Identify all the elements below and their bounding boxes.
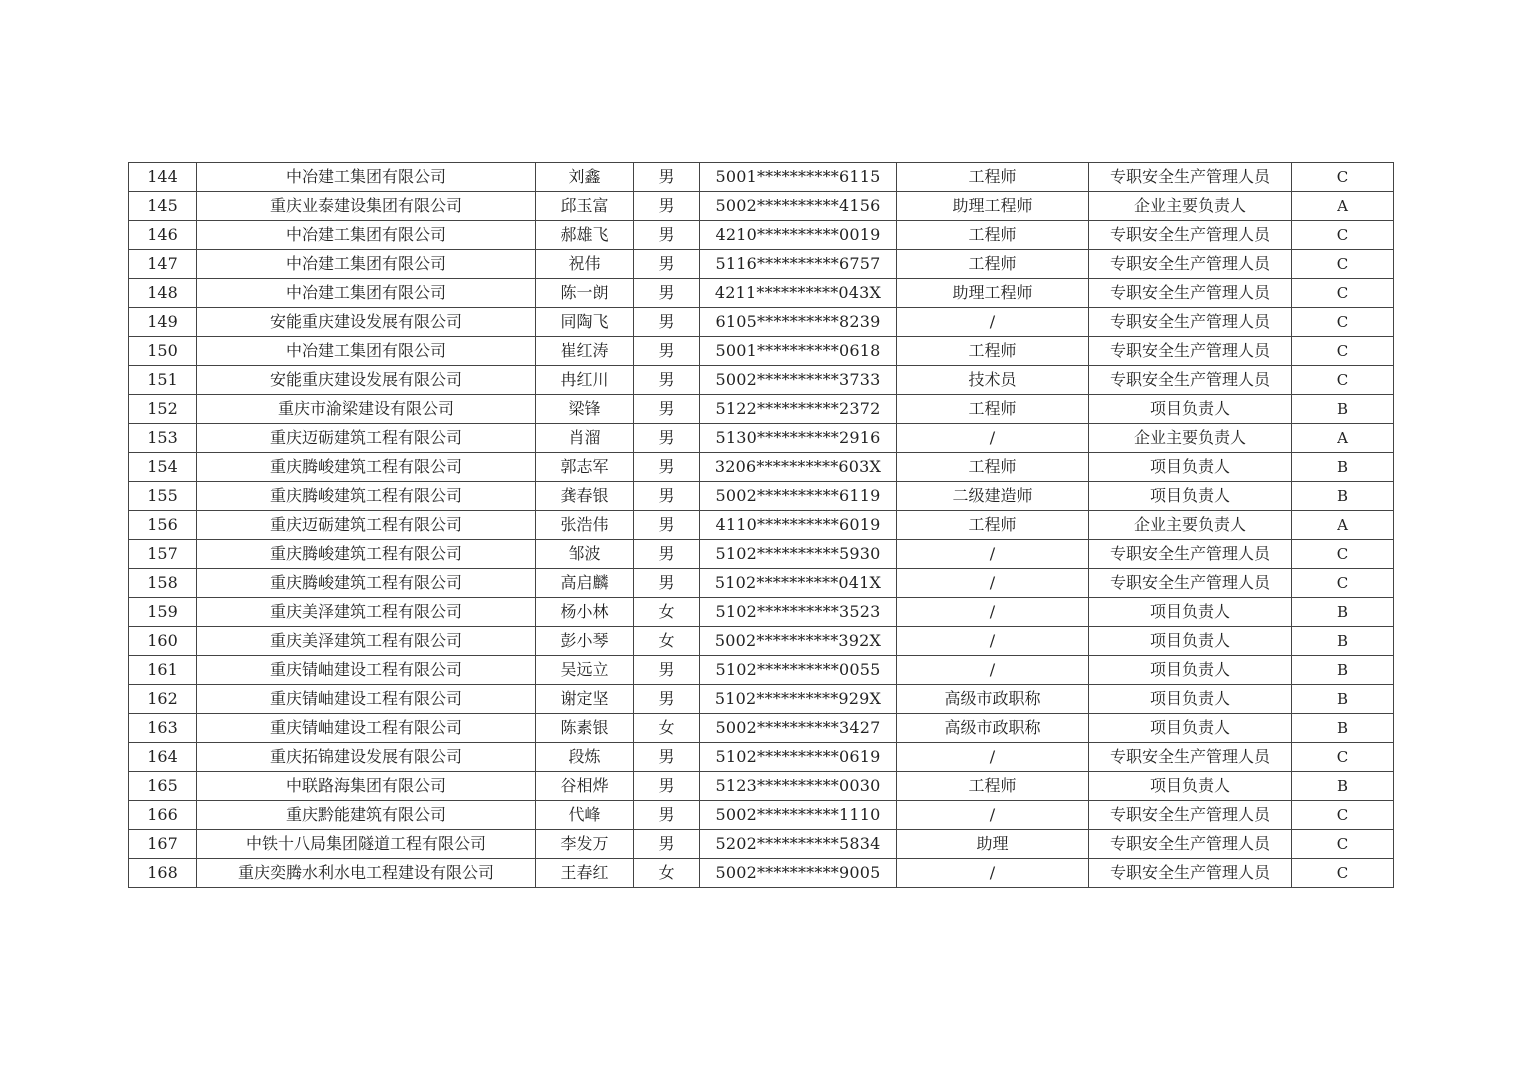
cell-professional-title: / (897, 308, 1089, 337)
cell-person-name: 肖溜 (536, 424, 634, 453)
personnel-table (128, 162, 1394, 888)
table-row (129, 279, 1394, 308)
cell-serial-number: 149 (129, 308, 197, 337)
cell-professional-title: 助理 (897, 830, 1089, 859)
cell-professional-title: / (897, 598, 1089, 627)
table-row (129, 424, 1394, 453)
cell-professional-title: 工程师 (897, 250, 1089, 279)
cell-company: 重庆腾峻建筑工程有限公司 (197, 453, 536, 482)
cell-id-number: 5202**********5834 (700, 830, 897, 859)
cell-position: 专职安全生产管理人员 (1089, 540, 1292, 569)
cell-id-number: 5002**********4156 (700, 192, 897, 221)
cell-position: 企业主要负责人 (1089, 192, 1292, 221)
cell-company: 中冶建工集团有限公司 (197, 337, 536, 366)
cell-professional-title: 高级市政职称 (897, 714, 1089, 743)
cell-serial-number: 146 (129, 221, 197, 250)
cell-professional-title: 工程师 (897, 453, 1089, 482)
cell-person-name: 段炼 (536, 743, 634, 772)
cell-serial-number: 159 (129, 598, 197, 627)
cell-position: 项目负责人 (1089, 714, 1292, 743)
cell-category: B (1292, 627, 1394, 656)
cell-id-number: 5102**********5930 (700, 540, 897, 569)
table-row (129, 366, 1394, 395)
table-row (129, 685, 1394, 714)
cell-person-name: 谷相烨 (536, 772, 634, 801)
cell-category: C (1292, 163, 1394, 192)
cell-company: 中冶建工集团有限公司 (197, 279, 536, 308)
table-row (129, 598, 1394, 627)
cell-position: 专职安全生产管理人员 (1089, 163, 1292, 192)
cell-id-number: 6105**********8239 (700, 308, 897, 337)
cell-serial-number: 148 (129, 279, 197, 308)
cell-category: A (1292, 192, 1394, 221)
cell-id-number: 5102**********929X (700, 685, 897, 714)
cell-company: 重庆锖岫建设工程有限公司 (197, 685, 536, 714)
cell-id-number: 3206**********603X (700, 453, 897, 482)
cell-professional-title: / (897, 627, 1089, 656)
cell-id-number: 5130**********2916 (700, 424, 897, 453)
cell-professional-title: 工程师 (897, 395, 1089, 424)
cell-company: 重庆拓锦建设发展有限公司 (197, 743, 536, 772)
cell-id-number: 5102**********041X (700, 569, 897, 598)
cell-gender: 男 (634, 250, 700, 279)
cell-person-name: 彭小琴 (536, 627, 634, 656)
cell-company: 重庆迈砺建筑工程有限公司 (197, 424, 536, 453)
cell-professional-title: 工程师 (897, 511, 1089, 540)
cell-position: 专职安全生产管理人员 (1089, 830, 1292, 859)
cell-person-name: 代峰 (536, 801, 634, 830)
cell-gender: 男 (634, 772, 700, 801)
cell-position: 项目负责人 (1089, 482, 1292, 511)
table-row (129, 743, 1394, 772)
table-row (129, 482, 1394, 511)
cell-category: C (1292, 801, 1394, 830)
cell-category: B (1292, 482, 1394, 511)
cell-serial-number: 163 (129, 714, 197, 743)
cell-gender: 男 (634, 685, 700, 714)
cell-category: B (1292, 598, 1394, 627)
cell-position: 专职安全生产管理人员 (1089, 308, 1292, 337)
cell-gender: 男 (634, 279, 700, 308)
cell-position: 企业主要负责人 (1089, 511, 1292, 540)
cell-person-name: 郭志军 (536, 453, 634, 482)
table-row (129, 308, 1394, 337)
cell-gender: 男 (634, 743, 700, 772)
cell-category: B (1292, 685, 1394, 714)
cell-serial-number: 151 (129, 366, 197, 395)
cell-id-number: 5122**********2372 (700, 395, 897, 424)
cell-category: C (1292, 250, 1394, 279)
cell-person-name: 高启麟 (536, 569, 634, 598)
cell-serial-number: 154 (129, 453, 197, 482)
cell-id-number: 4211**********043X (700, 279, 897, 308)
table-row (129, 714, 1394, 743)
cell-company: 中联路海集团有限公司 (197, 772, 536, 801)
cell-serial-number: 168 (129, 859, 197, 888)
cell-serial-number: 147 (129, 250, 197, 279)
cell-person-name: 冉红川 (536, 366, 634, 395)
table-row (129, 192, 1394, 221)
table-row (129, 772, 1394, 801)
cell-person-name: 郝雄飞 (536, 221, 634, 250)
cell-professional-title: 工程师 (897, 772, 1089, 801)
cell-serial-number: 150 (129, 337, 197, 366)
table-row (129, 540, 1394, 569)
cell-position: 项目负责人 (1089, 772, 1292, 801)
table-row (129, 221, 1394, 250)
cell-category: B (1292, 714, 1394, 743)
cell-id-number: 5102**********0619 (700, 743, 897, 772)
cell-professional-title: / (897, 540, 1089, 569)
cell-professional-title: 工程师 (897, 163, 1089, 192)
cell-serial-number: 152 (129, 395, 197, 424)
cell-position: 专职安全生产管理人员 (1089, 279, 1292, 308)
cell-category: C (1292, 859, 1394, 888)
cell-id-number: 5002**********3427 (700, 714, 897, 743)
cell-professional-title: 二级建造师 (897, 482, 1089, 511)
cell-gender: 男 (634, 308, 700, 337)
table-row (129, 830, 1394, 859)
cell-id-number: 5002**********9005 (700, 859, 897, 888)
cell-gender: 女 (634, 859, 700, 888)
cell-position: 项目负责人 (1089, 395, 1292, 424)
cell-company: 重庆市渝梁建设有限公司 (197, 395, 536, 424)
cell-gender: 男 (634, 569, 700, 598)
cell-gender: 女 (634, 598, 700, 627)
cell-id-number: 5001**********6115 (700, 163, 897, 192)
cell-id-number: 5001**********0618 (700, 337, 897, 366)
cell-professional-title: / (897, 424, 1089, 453)
cell-gender: 男 (634, 163, 700, 192)
table-row (129, 395, 1394, 424)
table-row (129, 801, 1394, 830)
cell-professional-title: / (897, 801, 1089, 830)
cell-position: 项目负责人 (1089, 598, 1292, 627)
cell-person-name: 吴远立 (536, 656, 634, 685)
cell-serial-number: 144 (129, 163, 197, 192)
cell-category: C (1292, 221, 1394, 250)
cell-company: 中冶建工集团有限公司 (197, 221, 536, 250)
cell-company: 中冶建工集团有限公司 (197, 163, 536, 192)
cell-person-name: 杨小林 (536, 598, 634, 627)
cell-serial-number: 166 (129, 801, 197, 830)
cell-id-number: 4210**********0019 (700, 221, 897, 250)
table-row (129, 859, 1394, 888)
cell-company: 中铁十八局集团隧道工程有限公司 (197, 830, 536, 859)
cell-gender: 男 (634, 424, 700, 453)
cell-category: C (1292, 540, 1394, 569)
cell-category: C (1292, 337, 1394, 366)
cell-person-name: 邹波 (536, 540, 634, 569)
cell-person-name: 张浩伟 (536, 511, 634, 540)
cell-company: 重庆黔能建筑有限公司 (197, 801, 536, 830)
cell-category: A (1292, 511, 1394, 540)
cell-company: 重庆腾峻建筑工程有限公司 (197, 569, 536, 598)
cell-id-number: 5002**********6119 (700, 482, 897, 511)
cell-id-number: 5002**********1110 (700, 801, 897, 830)
cell-professional-title: / (897, 859, 1089, 888)
cell-person-name: 王春红 (536, 859, 634, 888)
cell-gender: 男 (634, 453, 700, 482)
table-row (129, 656, 1394, 685)
cell-id-number: 4110**********6019 (700, 511, 897, 540)
cell-serial-number: 157 (129, 540, 197, 569)
cell-category: B (1292, 453, 1394, 482)
cell-category: C (1292, 569, 1394, 598)
cell-position: 专职安全生产管理人员 (1089, 569, 1292, 598)
cell-company: 重庆美泽建筑工程有限公司 (197, 598, 536, 627)
cell-gender: 男 (634, 511, 700, 540)
cell-professional-title: 高级市政职称 (897, 685, 1089, 714)
table-row (129, 627, 1394, 656)
cell-professional-title: 工程师 (897, 221, 1089, 250)
cell-position: 专职安全生产管理人员 (1089, 366, 1292, 395)
cell-serial-number: 164 (129, 743, 197, 772)
cell-gender: 男 (634, 801, 700, 830)
cell-company: 中冶建工集团有限公司 (197, 250, 536, 279)
cell-professional-title: / (897, 569, 1089, 598)
cell-person-name: 谢定坚 (536, 685, 634, 714)
cell-company: 重庆迈砺建筑工程有限公司 (197, 511, 536, 540)
cell-id-number: 5102**********3523 (700, 598, 897, 627)
cell-company: 重庆腾峻建筑工程有限公司 (197, 482, 536, 511)
cell-position: 项目负责人 (1089, 656, 1292, 685)
cell-position: 项目负责人 (1089, 453, 1292, 482)
cell-person-name: 同陶飞 (536, 308, 634, 337)
cell-company: 重庆美泽建筑工程有限公司 (197, 627, 536, 656)
cell-gender: 男 (634, 192, 700, 221)
cell-position: 项目负责人 (1089, 685, 1292, 714)
cell-person-name: 陈一朗 (536, 279, 634, 308)
cell-category: C (1292, 743, 1394, 772)
table-row (129, 569, 1394, 598)
cell-gender: 女 (634, 627, 700, 656)
cell-company: 重庆锖岫建设工程有限公司 (197, 656, 536, 685)
cell-person-name: 李发万 (536, 830, 634, 859)
table-row (129, 250, 1394, 279)
cell-serial-number: 153 (129, 424, 197, 453)
cell-position: 专职安全生产管理人员 (1089, 743, 1292, 772)
cell-gender: 男 (634, 337, 700, 366)
cell-person-name: 刘鑫 (536, 163, 634, 192)
cell-category: C (1292, 366, 1394, 395)
cell-position: 专职安全生产管理人员 (1089, 221, 1292, 250)
cell-gender: 男 (634, 482, 700, 511)
cell-serial-number: 158 (129, 569, 197, 598)
table-row (129, 511, 1394, 540)
cell-person-name: 梁锋 (536, 395, 634, 424)
cell-category: C (1292, 279, 1394, 308)
cell-position: 专职安全生产管理人员 (1089, 250, 1292, 279)
table-body (129, 163, 1394, 888)
cell-position: 项目负责人 (1089, 627, 1292, 656)
cell-position: 专职安全生产管理人员 (1089, 859, 1292, 888)
cell-gender: 女 (634, 714, 700, 743)
cell-serial-number: 161 (129, 656, 197, 685)
cell-category: C (1292, 830, 1394, 859)
cell-gender: 男 (634, 221, 700, 250)
cell-serial-number: 155 (129, 482, 197, 511)
cell-id-number: 5002**********3733 (700, 366, 897, 395)
cell-professional-title: 技术员 (897, 366, 1089, 395)
cell-position: 专职安全生产管理人员 (1089, 337, 1292, 366)
cell-id-number: 5116**********6757 (700, 250, 897, 279)
cell-company: 重庆奕腾水利水电工程建设有限公司 (197, 859, 536, 888)
cell-serial-number: 160 (129, 627, 197, 656)
cell-company: 安能重庆建设发展有限公司 (197, 366, 536, 395)
cell-person-name: 龚春银 (536, 482, 634, 511)
cell-gender: 男 (634, 540, 700, 569)
cell-gender: 男 (634, 830, 700, 859)
cell-professional-title: / (897, 656, 1089, 685)
cell-category: A (1292, 424, 1394, 453)
table-row (129, 163, 1394, 192)
cell-gender: 男 (634, 395, 700, 424)
cell-company: 重庆业泰建设集团有限公司 (197, 192, 536, 221)
cell-serial-number: 156 (129, 511, 197, 540)
cell-category: B (1292, 656, 1394, 685)
cell-id-number: 5002**********392X (700, 627, 897, 656)
cell-id-number: 5102**********0055 (700, 656, 897, 685)
cell-company: 安能重庆建设发展有限公司 (197, 308, 536, 337)
table-row (129, 453, 1394, 482)
table-row (129, 337, 1394, 366)
cell-person-name: 崔红涛 (536, 337, 634, 366)
cell-person-name: 邱玉富 (536, 192, 634, 221)
cell-category: B (1292, 395, 1394, 424)
cell-person-name: 祝伟 (536, 250, 634, 279)
cell-professional-title: / (897, 743, 1089, 772)
cell-position: 专职安全生产管理人员 (1089, 801, 1292, 830)
cell-serial-number: 145 (129, 192, 197, 221)
cell-professional-title: 助理工程师 (897, 279, 1089, 308)
cell-person-name: 陈素银 (536, 714, 634, 743)
cell-serial-number: 165 (129, 772, 197, 801)
cell-category: C (1292, 308, 1394, 337)
cell-gender: 男 (634, 656, 700, 685)
cell-company: 重庆腾峻建筑工程有限公司 (197, 540, 536, 569)
cell-professional-title: 工程师 (897, 337, 1089, 366)
cell-company: 重庆锖岫建设工程有限公司 (197, 714, 536, 743)
cell-category: B (1292, 772, 1394, 801)
cell-serial-number: 167 (129, 830, 197, 859)
cell-serial-number: 162 (129, 685, 197, 714)
cell-position: 企业主要负责人 (1089, 424, 1292, 453)
cell-id-number: 5123**********0030 (700, 772, 897, 801)
cell-gender: 男 (634, 366, 700, 395)
cell-professional-title: 助理工程师 (897, 192, 1089, 221)
